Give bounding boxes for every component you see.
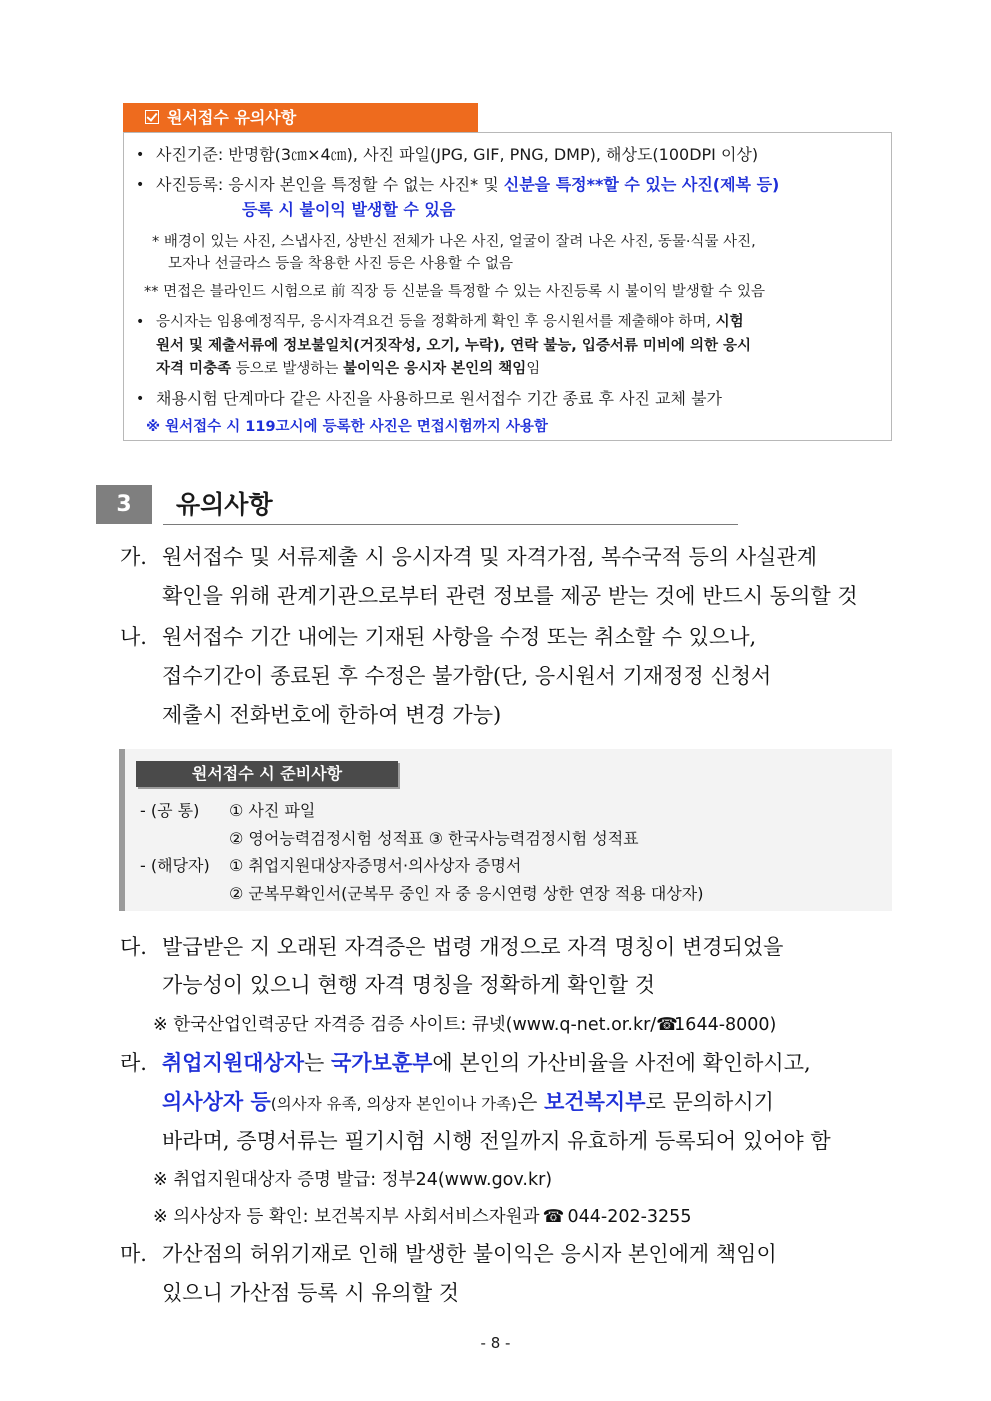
item-ra-note: ※ 취업지원대상자 증명 발급: 정부24(www.gov.kr): [153, 1170, 553, 1190]
notice-box: • 사진기준: 반명함(3㎝×4㎝), 사진 파일(JPG, GIF, PNG, DMP), 해상도(100DPI 이상) • 사진등록: 응시자 본인을 특정할 수 없는 사진* 및 신분을 특정**할 수 있는 사진(제복 등) 등록 시 불이익 발생할 수 있음 * 배경이 있는 사진, 스냅사진, 상반신 전체가 나온 사진, 얼굴이 잘려 나온 사진, 동물·식물 사진, 모자나 선글라스 등을 착용한 사진 등은 사용할 수 없음 ** 면접은 블라인드 시험으로 前 직장 등 신분을 특정할 수 있는 사진등록 시 불이익 발생할 수 있음 • 응시자는 임용예정직무, 응시자격요건 등을 정확하게 확인 후 응시원서를 제출해야 하며, 시험 원서 및 제출서류에 정보불일치(거짓작성, 오기, 누락), 연락 불능, 입증서류 미비에 의한 응시 자격 미충족 등으로 발생하는 불이익은 응시자 본인의 책임임 • 채용시험 단계마다 같은 사진을 사용하므로 원서접수 기간 종료 후 사진 교체 불가 ※ 원서접수 시 119고시에 등록한 사진은 면접시험까지 사용함: [123, 132, 892, 441]
bullet-icon: •: [136, 391, 145, 407]
item-na-cont: 제출시 전화번호에 한하여 변경 가능): [162, 703, 502, 727]
prep-title: 원서접수 시 준비사항: [136, 761, 398, 787]
item-na: 나. 원서접수 기간 내에는 기재된 사항을 수정 또는 취소할 수 있으나,: [120, 625, 757, 649]
phone-icon: ☎: [542, 1207, 565, 1227]
item-ra: 라. 취업지원대상자는 국가보훈부에 본인의 가산비율을 사전에 확인하시고,: [120, 1051, 811, 1075]
item-da-note: ※ 한국산업인력공단 자격증 검증 사이트: 큐넷(www.q-net.or.kr/☎1644-8000): [153, 1015, 777, 1035]
section-divider: [163, 524, 738, 525]
checkbox-icon: [145, 110, 159, 124]
item-ga: 가. 원서접수 및 서류제출 시 응시자격 및 자격가점, 복수국적 등의 사실관계: [120, 545, 818, 569]
prep-target-2: ② 군복무확인서(군복무 중인 자 중 응시연령 상한 연장 적용 대상자): [229, 884, 704, 903]
prep-target-label: - (해당자): [140, 856, 210, 875]
item-da: 다. 발급받은 지 오래된 자격증은 법령 개정으로 자격 명칭이 변경되었을: [120, 935, 784, 959]
item-da-cont: 가능성이 있으니 현행 자격 명칭을 정확하게 확인할 것: [162, 973, 656, 997]
item-ra-cont: 의사상자 등(의사자 유족, 의상자 본인이나 가족)은 보건복지부로 문의하시기: [162, 1090, 774, 1114]
notice-title: 원서접수 유의사항: [167, 108, 297, 127]
bullet-icon: •: [136, 147, 145, 163]
phone-icon: ☎: [656, 1015, 678, 1035]
bullet-icon: •: [136, 314, 145, 330]
prep-common-2: ② 영어능력검정시험 성적표 ③ 한국사능력검정시험 성적표: [229, 829, 639, 848]
prep-common-label: - (공 통): [140, 801, 200, 820]
item-ma-cont: 있으니 가산점 등록 시 유의할 것: [162, 1281, 460, 1305]
item-na-cont: 접수기간이 종료된 후 수정은 불가함(단, 응시원서 기재정정 신청서: [162, 664, 772, 688]
item-ma: 마. 가산점의 허위기재로 인해 발생한 불이익은 응시자 본인에게 책임이: [120, 1242, 777, 1266]
prep-common-1: ① 사진 파일: [229, 801, 316, 820]
item-ga-cont: 확인을 위해 관계기관으로부터 관련 정보를 제공 받는 것에 반드시 동의할 것: [162, 584, 858, 608]
page-number: - 8 -: [480, 1334, 511, 1352]
section-title: 유의사항: [176, 490, 273, 519]
section-number: 3: [96, 485, 152, 524]
notice-title-bar: [123, 103, 478, 132]
bullet-icon: •: [136, 177, 145, 193]
prep-target-1: ① 취업지원대상자증명서·의사상자 증명서: [229, 856, 522, 875]
item-ra-cont: 바라며, 증명서류는 필기시험 시행 전일까지 유효하게 등록되어 있어야 함: [162, 1129, 831, 1153]
item-ra-note: ※ 의사상자 등 확인: 보건복지부 사회서비스자원과 ☎ 044-202-3255: [153, 1207, 692, 1227]
